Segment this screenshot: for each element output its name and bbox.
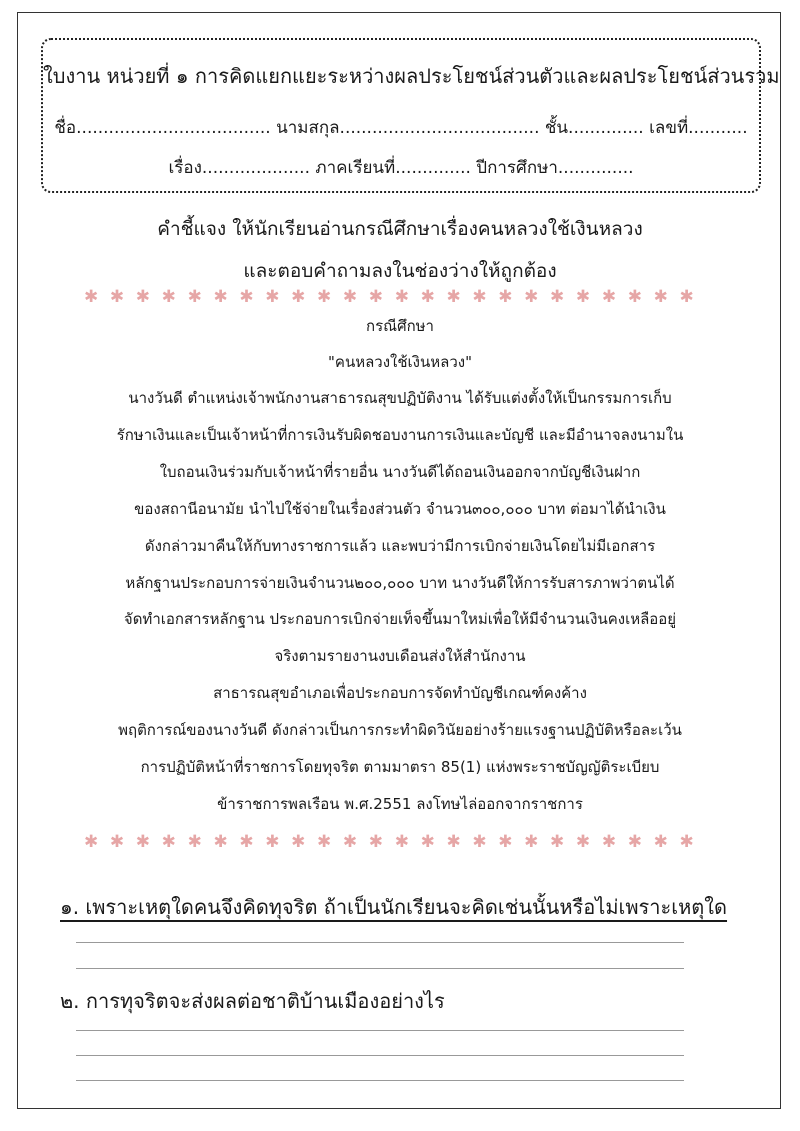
instruction-line-1: คำชี้แจง ให้นักเรียนอ่านกรณีศึกษาเรื่องคนหลวงใช้เงินหลวง xyxy=(157,218,643,240)
case-study-line: ข้าราชการพลเรือน พ.ศ.2551 ลงโทษไล่ออกจากราชการ xyxy=(217,795,583,813)
instruction-line-2: และตอบคำถามลงในช่องว่างให้ถูกต้อง xyxy=(243,260,557,282)
case-study-line: ดังกล่าวมาคืนให้กับทางราชการแล้ว และพบว่ามีการเบิกจ่ายเงินโดยไม่มีเอกสาร xyxy=(144,537,656,555)
case-study-line: การปฏิบัติหน้าที่ราชการโดยทุจริต ตามมาตรา 85(1) แห่งพระราชบัญญัติระเบียบ xyxy=(140,758,660,776)
star-divider-top: ✱ ✱ ✱ ✱ ✱ ✱ ✱ ✱ ✱ ✱ ✱ ✱ ✱ ✱ ✱ ✱ ✱ ✱ ✱ ✱ ✱ ✱ ✱ ✱ xyxy=(84,287,694,307)
case-study-line: จริงตามรายงานงบเดือนส่งให้สำนักงาน xyxy=(274,647,526,665)
case-study-line: สาธารณสุขอำเภอเพื่อประกอบการจัดทำบัญชีเกณฑ์คงค้าง xyxy=(213,684,587,702)
topic-term-line: เรื่อง.................... ภาคเรียนที่.............. ปีการศึกษา.............. xyxy=(168,158,634,178)
answer-line[interactable] xyxy=(76,1055,684,1056)
worksheet-header-box xyxy=(41,38,780,193)
case-study-line: รักษาเงินและเป็นเจ้าหน้าที่การเงินรับผิดชอบงานการเงินและบัญชี และมีอำนาจลงนามใน xyxy=(116,426,684,444)
case-study-line: ใบถอนเงินร่วมกับเจ้าหน้าที่รายอื่น นางวันดีได้ถอนเงินออกจากบัญชีเงินฝาก xyxy=(159,463,641,481)
case-study-line: จัดทำเอกสารหลักฐาน ประกอบการเบิกจ่ายเท็จขึ้นมาใหม่เพื่อให้มีจำนวนเงินคงเหลืออยู่ xyxy=(123,610,677,628)
case-study-line: หลักฐานประกอบการจ่ายเงินจำนวน๒๐๐,๐๐๐ บาท นางวันดีให้การรับสารภาพว่าตนได้ xyxy=(125,574,675,592)
case-study-line: พฤติการณ์ของนางวันดี ดังกล่าวเป็นการกระทำผิดวินัยอย่างร้ายแรงฐานปฏิบัติหรือละเว้น xyxy=(118,721,682,739)
question-1: ๑. เพราะเหตุใดคนจึงคิดทุจริต ถ้าเป็นนักเรียนจะคิดเช่นนั้นหรือไม่เพราะเหตุใด xyxy=(60,895,728,919)
worksheet-title: ใบงาน หน่วยที่ ๑ การคิดแยกแยะระหว่างผลประโยชน์ส่วนตัวและผลประโยชน์ส่วนรวม xyxy=(43,64,780,88)
case-study-title: "คนหลวงใช้เงินหลวง" xyxy=(328,353,472,371)
answer-line[interactable] xyxy=(76,942,684,943)
case-study-line: ของสถานีอนามัย นำไปใช้จ่ายในเรื่องส่วนตัว จำนวน๓๐๐,๐๐๐ บาท ต่อมาได้นำเงิน xyxy=(134,500,666,518)
answer-line[interactable] xyxy=(76,1030,684,1031)
answer-line[interactable] xyxy=(76,1080,684,1081)
question-2: ๒. การทุจริตจะส่งผลต่อชาติบ้านเมืองอย่างไร xyxy=(60,989,445,1013)
student-info-line: ชื่อ.................................... นามสกุล..................................... ชั้น.............. เลขที่........... xyxy=(54,118,748,138)
case-study-line: นางวันดี ตำแหน่งเจ้าพนักงานสาธารณสุขปฏิบัติงาน ได้รับแต่งตั้งให้เป็นกรรมการเก็บ xyxy=(128,389,672,407)
answer-line[interactable] xyxy=(76,968,684,969)
star-divider-bottom: ✱ ✱ ✱ ✱ ✱ ✱ ✱ ✱ ✱ ✱ ✱ ✱ ✱ ✱ ✱ ✱ ✱ ✱ ✱ ✱ ✱ ✱ ✱ ✱ xyxy=(84,832,694,852)
case-study-heading: กรณีศึกษา xyxy=(366,317,434,335)
